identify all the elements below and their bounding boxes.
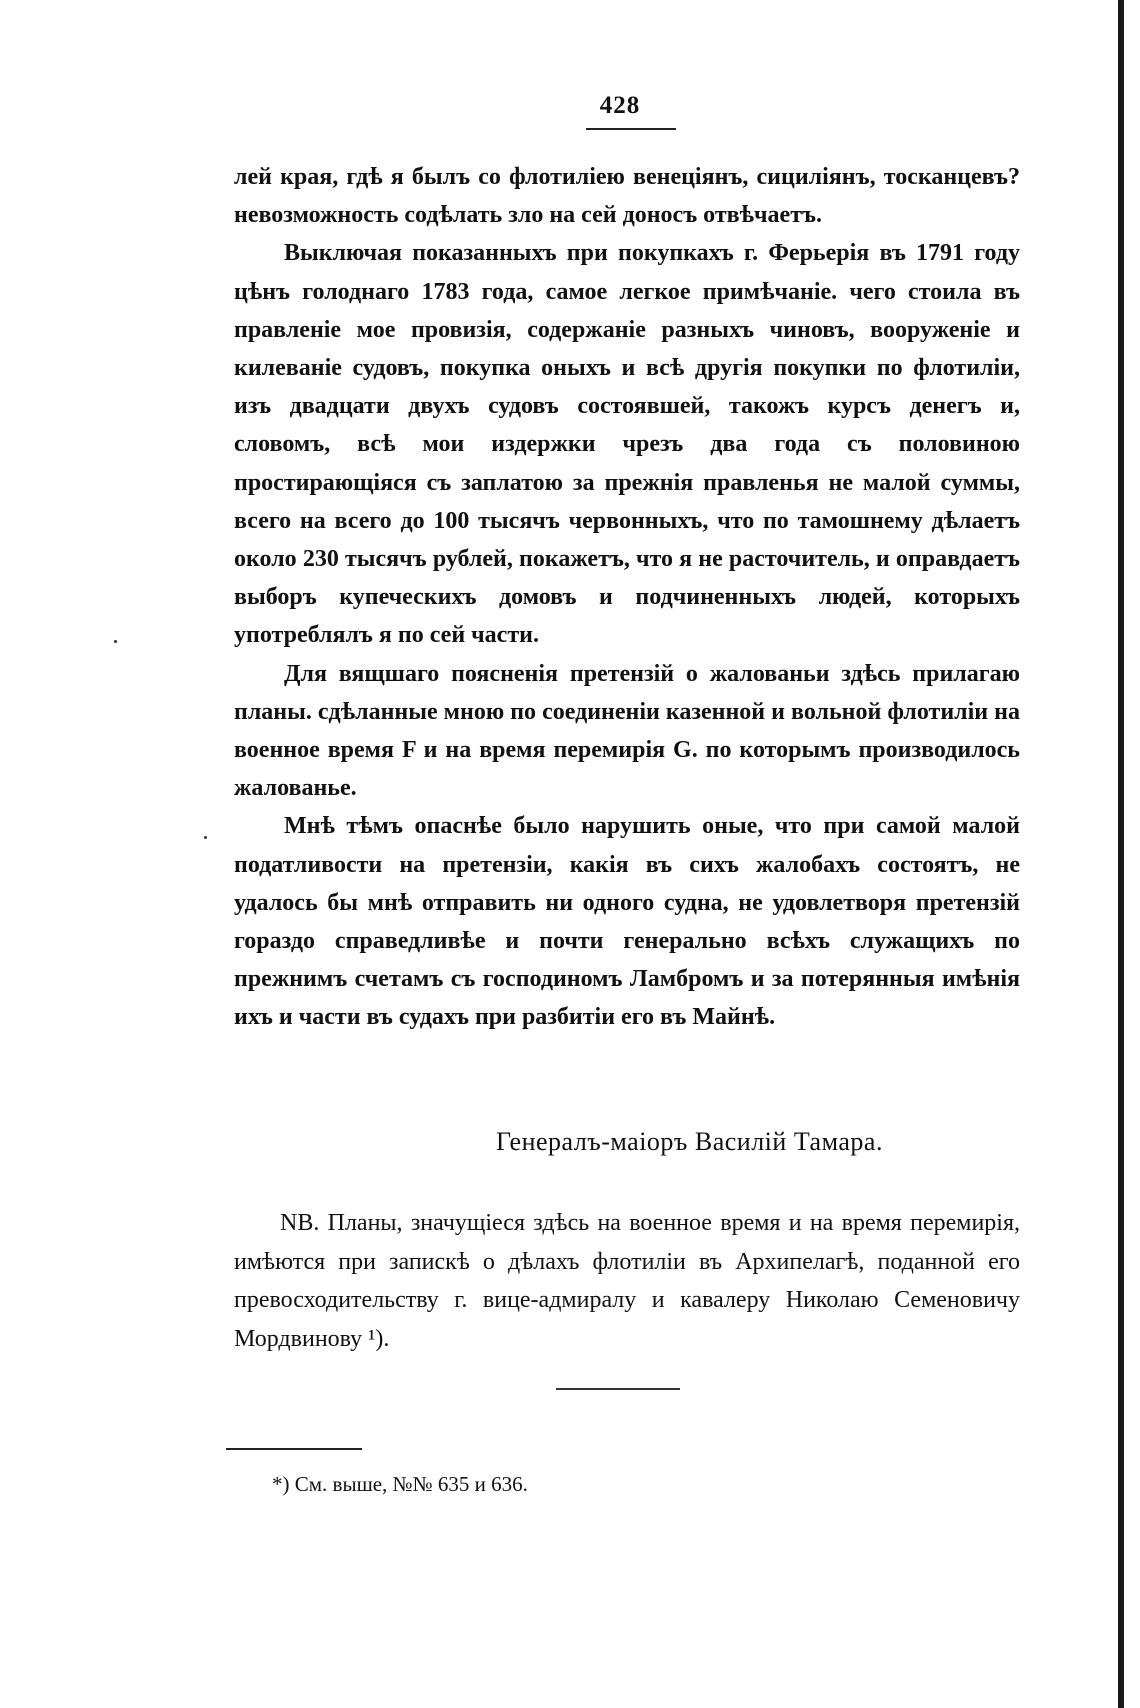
page-number: 428 bbox=[599, 92, 641, 119]
signature: Генералъ-маіоръ Василій Тамара. bbox=[496, 1127, 883, 1156]
scan-speck bbox=[204, 836, 207, 839]
body-text bbox=[234, 158, 1020, 1037]
footnote: *) См. выше, №№ 635 и 636. bbox=[272, 1472, 528, 1496]
page-number-underline bbox=[586, 128, 676, 130]
paragraph-3: Для вящшаго поясненія претензій о жалованьи здѣсь прилагаю планы. сдѣланные мною по соединеніи казенной и вольной флотиліи на военное время F и на время перемирія G. по которымъ производилось жалованье. bbox=[234, 660, 1020, 802]
paragraph-4: Мнѣ тѣмъ опаснѣе было нарушить оные, что при самой малой податливости на претензіи, какія въ сихъ жалобахъ состоятъ, не удалось бы мнѣ отправить ни одного судна, не удовлетворя претензій гораздо справедливѣе и почти генерально всѣхъ служащихъ по прежнимъ счетамъ съ господиномъ Ламбромъ и за потерянныя имѣнія ихъ и части въ судахъ при разбитіи его въ Майнѣ. bbox=[234, 813, 1020, 1031]
paragraph-1: лей края, гдѣ я былъ со флотиліею венеціянъ, сициліянъ, тосканцевъ? невозможность содѣлать зло на сей доносъ отвѣчаетъ. bbox=[234, 164, 1020, 229]
paragraph-2: Выключая показанныхъ при покупкахъ г. Ферьерія въ 1791 году цѣнъ голоднаго 1783 года, самое легкое примѣчаніе. чего стоила въ правленіе мое провизія, содержаніе разныхъ чиновъ, вооруженіе и килеваніе судовъ, покупка оныхъ и всѣ другія покупки по флотиліи, изъ двадцати двухъ судовъ состоявшей, такожъ курсъ денегъ и, словомъ, всѣ мои издержки чрезъ два года съ половиною простирающіяся съ заплатою за прежнія правленья не малой суммы, всего на всего до 100 тысячъ червонныхъ, что по тамошнему дѣлаетъ около 230 тысячъ рублей, покажетъ, что я не расточитель, и оправдаетъ выборъ купеческихъ домовъ и подчиненныхъ людей, которыхъ употреблялъ я по сей части. bbox=[234, 240, 1020, 649]
end-rule bbox=[556, 1388, 680, 1390]
nb-note: NB. Планы, значущіеся здѣсь на военное время и на время перемирія, имѣются при запискѣ о дѣлахъ флотиліи въ Архипелагѣ, поданной его превосходительству г. вице-адмиралу и кавалеру Николаю Семеновичу Мордвинову ¹). bbox=[234, 1210, 1020, 1352]
footnote-rule bbox=[226, 1448, 362, 1450]
scan-speck bbox=[114, 640, 117, 643]
page-edge-line bbox=[1118, 0, 1124, 1708]
